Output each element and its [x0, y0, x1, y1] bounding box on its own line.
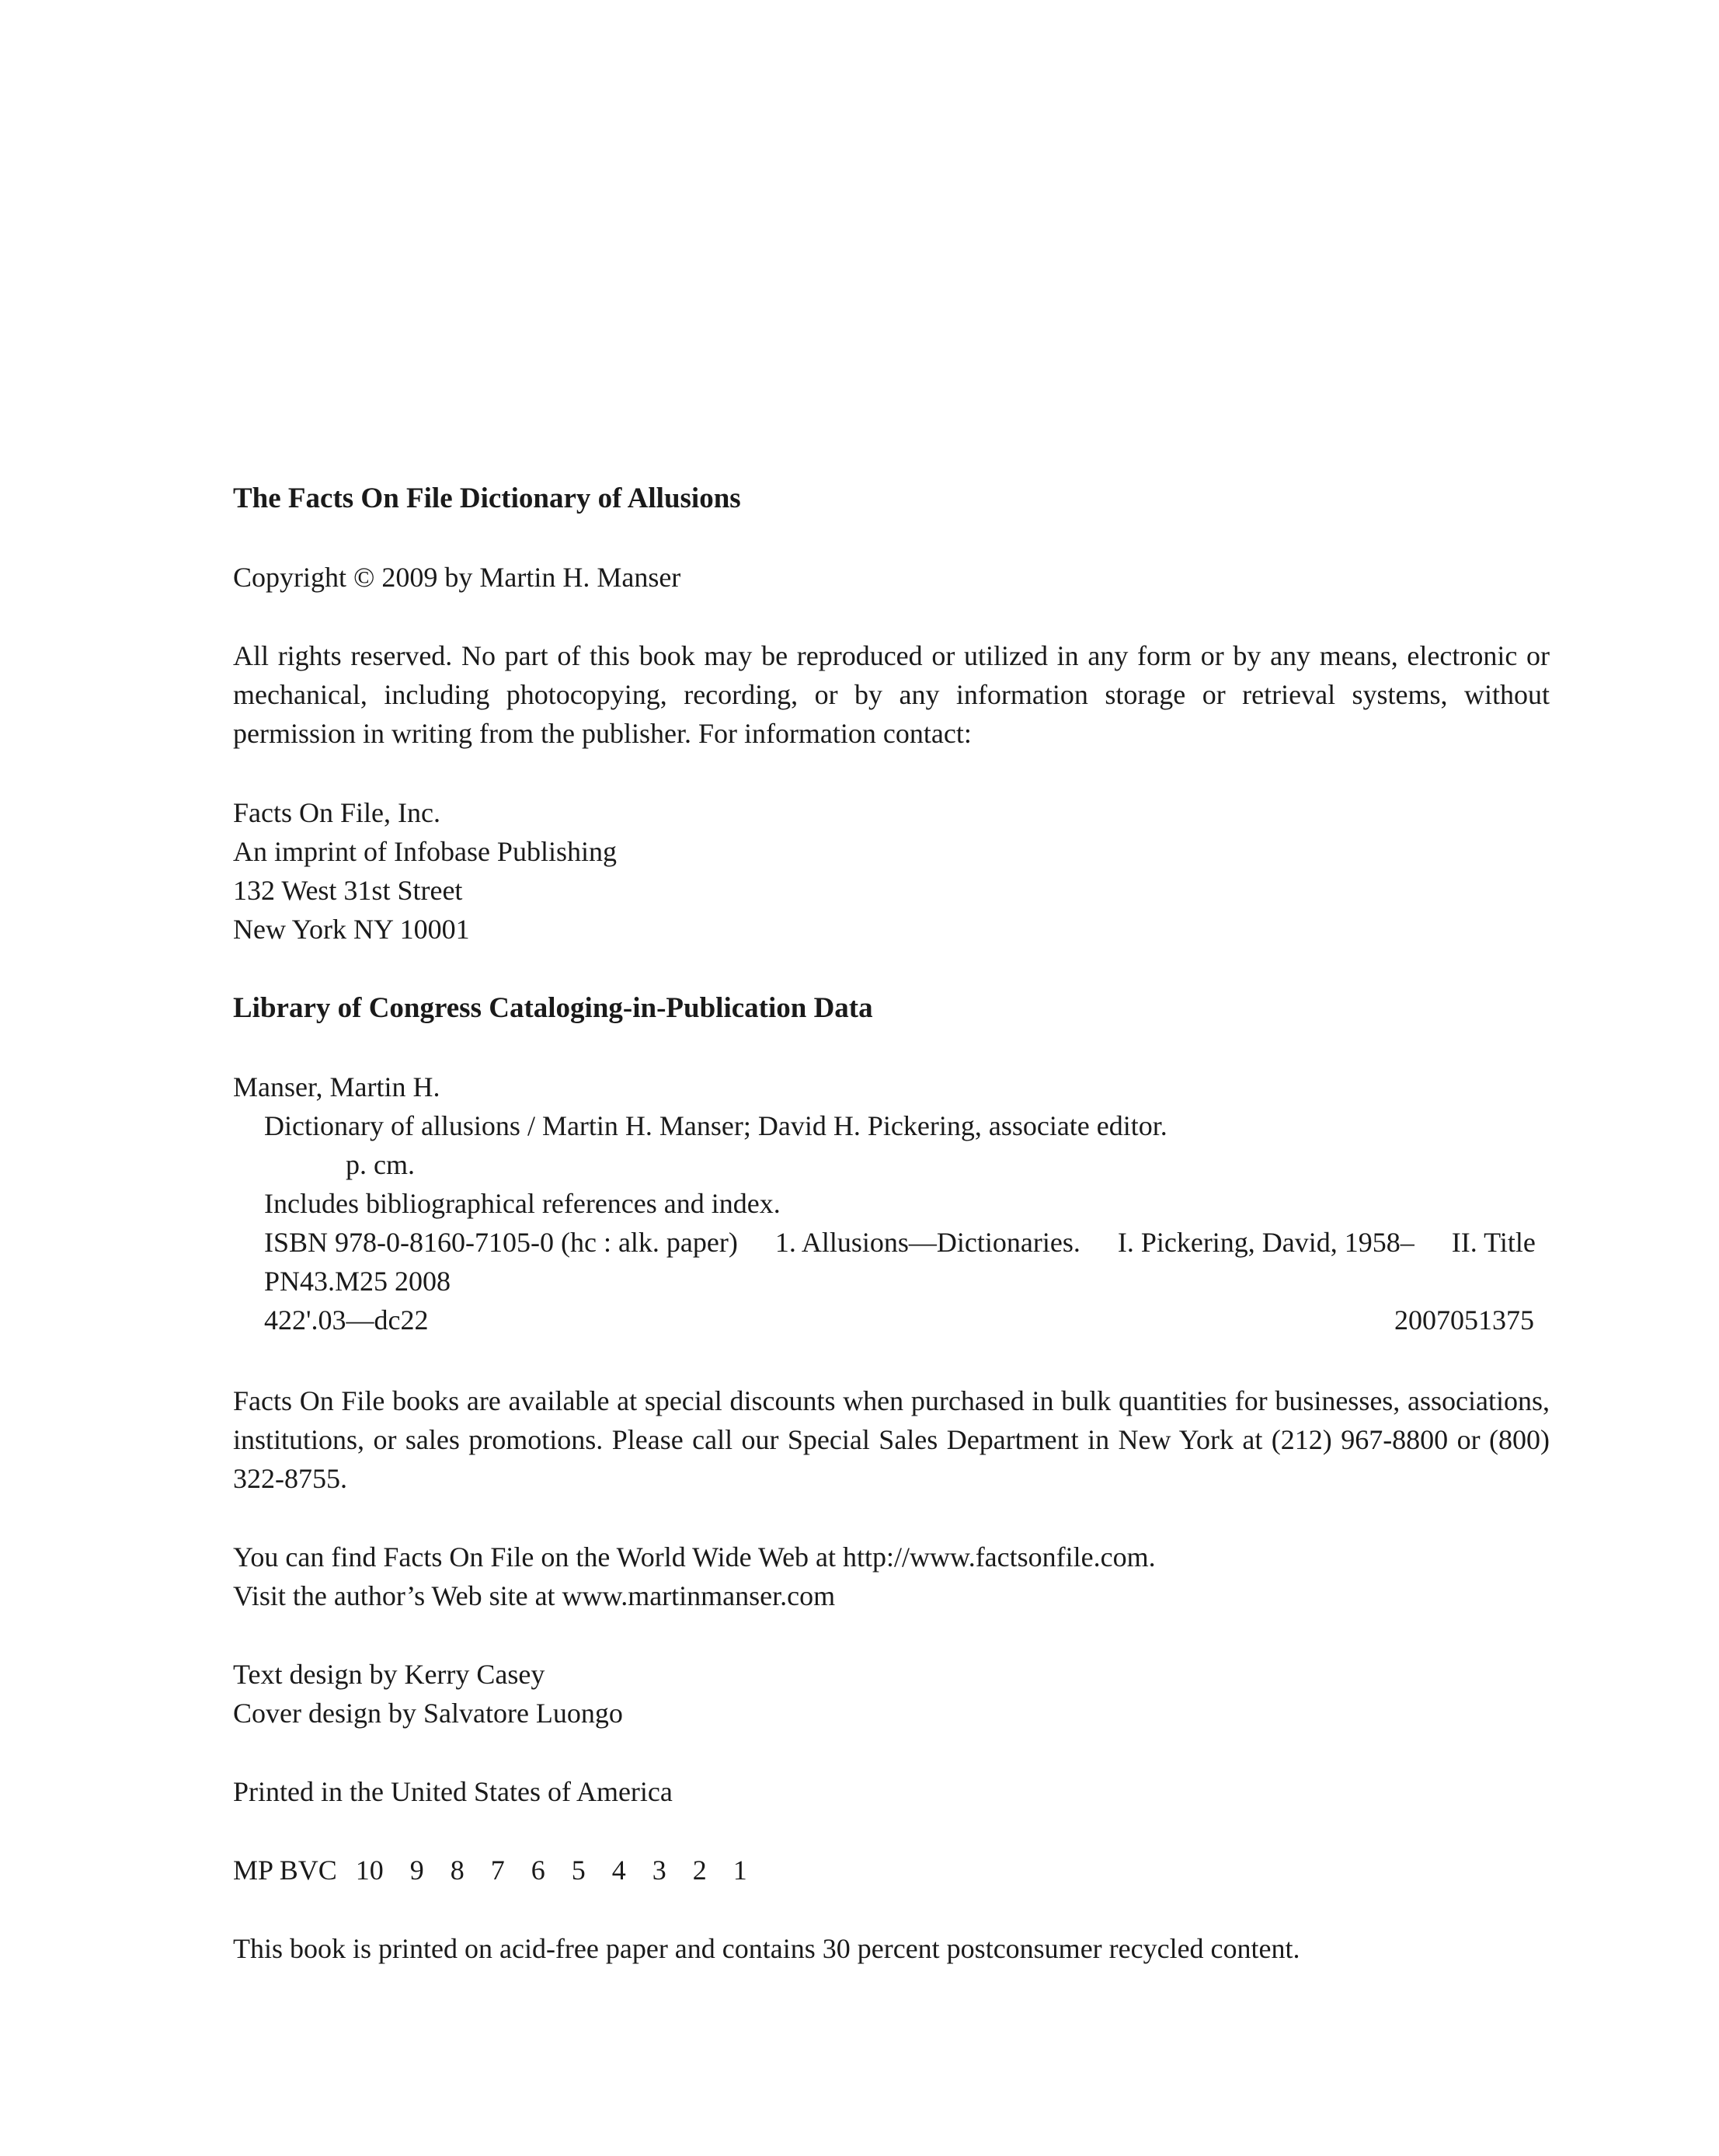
publisher-website: You can find Facts On File on the World Wide Web at http://www.factsonfile.com. — [233, 1541, 1156, 1573]
cover-design-credit: Cover design by Salvatore Luongo — [233, 1698, 623, 1729]
cip-block — [233, 1068, 1554, 1339]
cip-isbn: ISBN 978-0-8160-7105-0 (hc : alk. paper) — [264, 1227, 738, 1258]
print-line-code: MP BVC — [233, 1855, 337, 1886]
cip-subject: 1. Allusions—Dictionaries. — [774, 1227, 1080, 1258]
cip-classification-row — [233, 1301, 1534, 1339]
cip-lc-class: PN43.M25 2008 — [264, 1266, 451, 1297]
printed-in: Printed in the United States of America — [233, 1776, 673, 1807]
cip-author: Manser, Martin H. — [233, 1071, 440, 1102]
print-number: 9 — [409, 1855, 424, 1886]
web-info — [233, 1538, 1554, 1615]
publisher-imprint: An imprint of Infobase Publishing — [233, 836, 617, 867]
print-number: 3 — [652, 1855, 666, 1886]
publisher-city: New York NY 10001 — [233, 914, 470, 945]
print-number: 7 — [490, 1855, 505, 1886]
cip-dewey: 422'.03—dc22 — [264, 1304, 429, 1336]
print-number: 1 — [732, 1855, 747, 1886]
print-number: 8 — [450, 1855, 465, 1886]
print-number: 4 — [611, 1855, 626, 1886]
publisher-name: Facts On File, Inc. — [233, 797, 440, 828]
cip-lccn: 2007051375 — [1394, 1304, 1534, 1336]
copyright-page — [233, 0, 1554, 2156]
design-credits — [233, 1655, 1554, 1733]
cip-pages: p. cm. — [346, 1149, 415, 1180]
cip-title-entry: II. Title — [1451, 1227, 1536, 1258]
print-number: 10 — [355, 1855, 384, 1886]
copyright-line: Copyright © 2009 by Martin H. Manser — [233, 562, 681, 593]
text-design-credit: Text design by Kerry Casey — [233, 1659, 545, 1690]
cip-added-entry: I. Pickering, David, 1958– — [1117, 1227, 1415, 1258]
paper-note: This book is printed on acid-free paper and contains 30 percent postconsumer recycled content. — [233, 1933, 1300, 1964]
sales-paragraph: Facts On File books are available at special discounts when purchased in bulk quantities for businesses, associations, institutions, or sales promotions. Please call our Special Sales Department in New York at (212) 967-8800 or (800) 322-8755. — [233, 1385, 1550, 1494]
cip-isbn-row — [233, 1223, 1550, 1262]
book-title: The Facts On File Dictionary of Allusions — [233, 482, 741, 514]
print-line — [233, 1851, 1554, 1890]
print-number: 2 — [692, 1855, 707, 1886]
cip-heading: Library of Congress Cataloging-in-Publication Data — [233, 992, 873, 1024]
publisher-street: 132 West 31st Street — [233, 875, 463, 906]
print-number: 6 — [531, 1855, 545, 1886]
author-website: Visit the author’s Web site at www.martinmanser.com — [233, 1580, 836, 1611]
publisher-address — [233, 793, 1554, 949]
cip-title-line: Dictionary of allusions / Martin H. Manser; David H. Pickering, associate editor. — [264, 1110, 1167, 1141]
cip-includes: Includes bibliographical references and index. — [264, 1188, 781, 1219]
rights-paragraph: All rights reserved. No part of this book may be reproduced or utilized in any form or by any means, electronic or mechanical, including photocopying, recording, or by any information storage or retrieval systems, without permission in writing from the publisher. For information contact: — [233, 640, 1550, 749]
print-number: 5 — [571, 1855, 586, 1886]
